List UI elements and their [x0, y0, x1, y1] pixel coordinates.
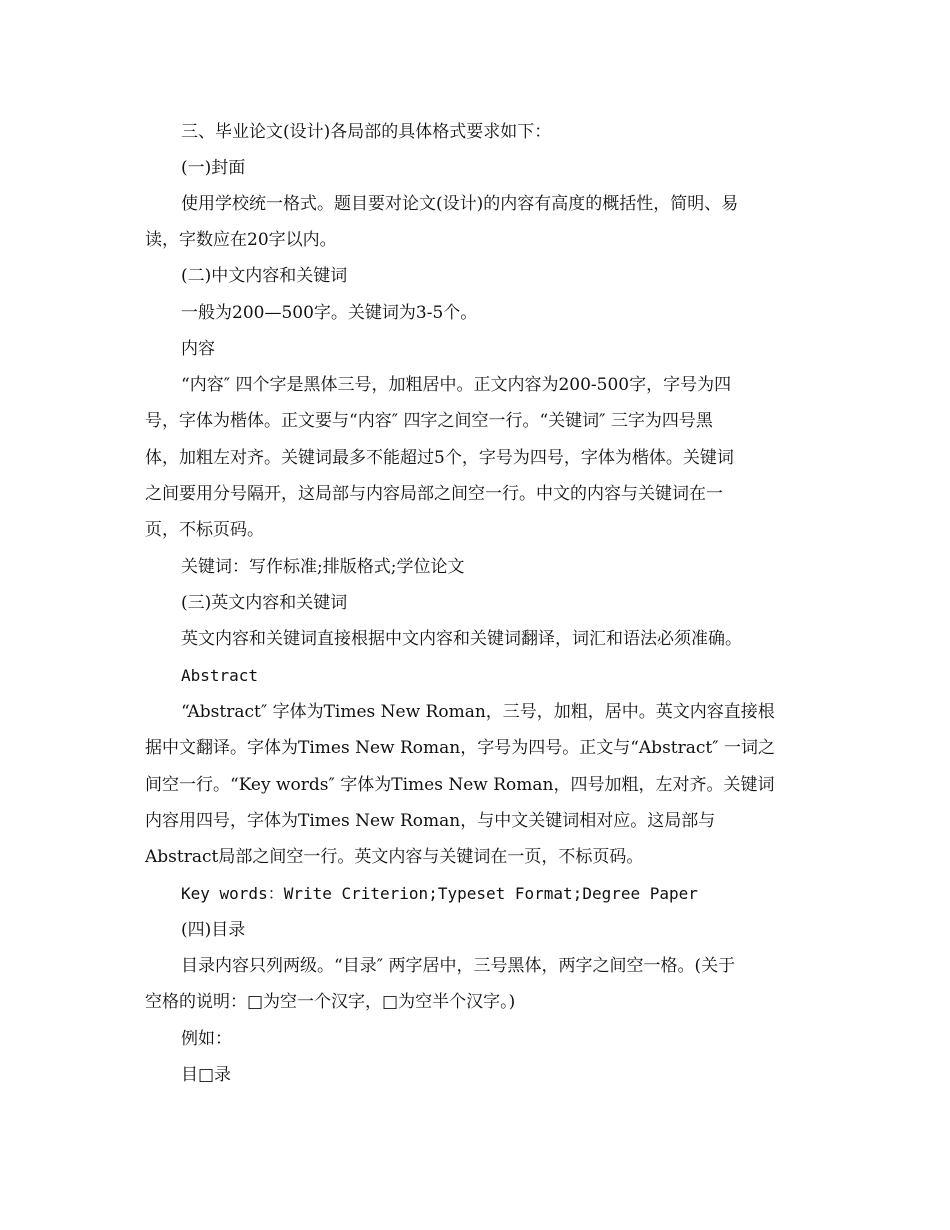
subheading-chinese-abstract: (二)中文内容和关键词 — [181, 266, 348, 286]
paragraph-line: 之间要用分号隔开，这局部与内容局部之间空一行。中文的内容与关键词在一 — [145, 484, 723, 504]
paragraph-line: Abstract局部之间空一行。英文内容与关键词在一页，不标页码。 — [145, 847, 644, 867]
paragraph-line: 一般为200—500字。关键词为3-5个。 — [181, 303, 478, 323]
paragraph-line: “Abstract″ 字体为Times New Roman，三号，加粗，居中。英文内容直接根 — [181, 702, 775, 722]
toc-title-example: 目□录 — [181, 1065, 232, 1085]
keywords-example-chinese: 关键词：写作标准;排版格式;学位论文 — [181, 557, 465, 577]
label-abstract: Abstract — [181, 666, 259, 685]
paragraph-line: 读，字数应在20字以内。 — [145, 230, 337, 250]
paragraph-line: 页，不标页码。 — [145, 520, 264, 540]
paragraph-line: “内容″ 四个字是黑体三号，加粗居中。正文内容为200-500字，字号为四 — [181, 375, 732, 395]
paragraph-line: 目录内容只列两级。“目录″ 两字居中，三号黑体，两字之间空一格。(关于 — [181, 956, 736, 976]
section-heading-format-requirements: 三、毕业论文(设计)各局部的具体格式要求如下： — [181, 122, 552, 142]
subheading-cover: (一)封面 — [181, 158, 246, 178]
paragraph-line: 据中文翻译。字体为Times New Roman，字号为四号。正文与“Abstract″ 一词之 — [145, 738, 775, 758]
paragraph-line: 英文内容和关键词直接根据中文内容和关键词翻译，词汇和语法必须准确。 — [181, 629, 742, 649]
label-content: 内容 — [181, 339, 215, 359]
paragraph-line: 空格的说明：□为空一个汉字，□为空半个汉字。) — [145, 992, 516, 1012]
subheading-english-abstract: (三)英文内容和关键词 — [181, 593, 348, 613]
subheading-table-of-contents: (四)目录 — [181, 920, 246, 940]
paragraph-line: 间空一行。“Key words″ 字体为Times New Roman，四号加粗，左对齐。关键词 — [145, 775, 775, 795]
paragraph-line: 使用学校统一格式。题目要对论文(设计)的内容有高度的概括性，简明、易 — [181, 194, 739, 214]
paragraph-line: 体，加粗左对齐。关键词最多不能超过5个，字号为四号，字体为楷体。关键词 — [145, 448, 734, 468]
paragraph-line: 号，字体为楷体。正文要与“内容″ 四字之间空一行。“关键词″ 三字为四号黑 — [145, 411, 713, 431]
example-label: 例如： — [181, 1029, 232, 1049]
keywords-example-english: Key words：Write Criterion;Typeset Format;Degree Paper — [181, 884, 698, 903]
paragraph-line: 内容用四号，字体为Times New Roman，与中文关键词相对应。这局部与 — [145, 811, 716, 831]
